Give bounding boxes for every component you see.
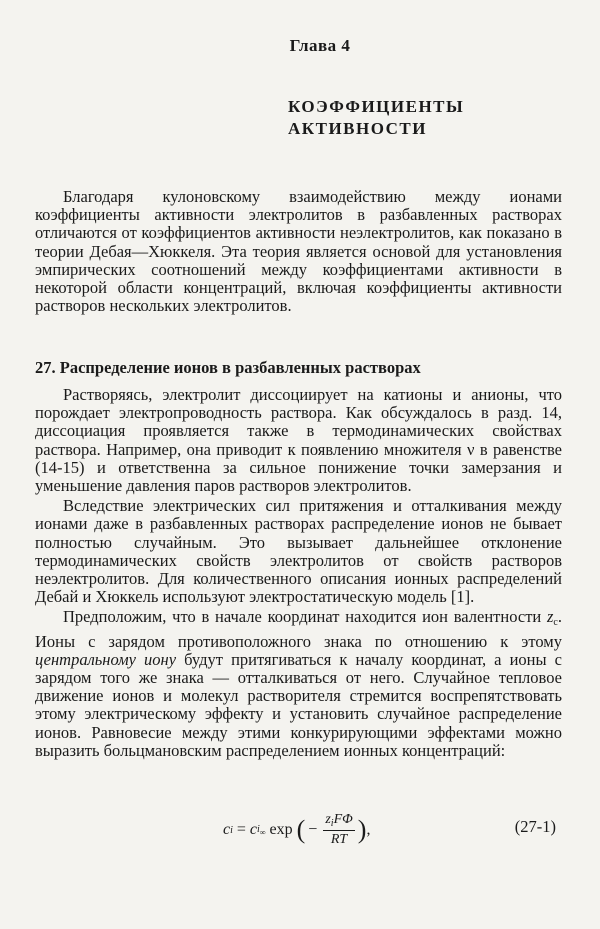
- section-body: [35, 386, 562, 760]
- paragraph-3-text-a: Предположим, что в начале координат находится ион валентности: [63, 607, 547, 627]
- valence-variable: z: [547, 607, 554, 627]
- eq-rhs-sub-i: i: [257, 823, 260, 835]
- paragraph-2: Вследствие электрических сил притяжения и отталкивания между ионами даже в разбавленных растворах распределение ионов не бывает полностью случайным. Это вызывает дальнейшее отклонение термодинамических свойств электролитов от свойств растворов неэлектролитов. Для количественного описания ионных распределений Дебай и Хюккель используют электростатическую модель [1].: [35, 496, 562, 607]
- chapter-title: [288, 96, 464, 140]
- paragraph-3: [35, 608, 562, 760]
- equation-27-1: [35, 808, 562, 852]
- equation-body: [223, 808, 370, 852]
- eq-equals: =: [236, 821, 246, 838]
- paragraph-3-text-c: будут притягиваться к началу координат, а ионы с зарядом того же знака — отталкиваться от него. Случайное тепловое движение ионов и молекул растворителя стремится воспрепятствовать этому электрическому эффекту и установить случайное распределение ионов. Равновесие между этими конкурирующими эффектами можно выразить больцмановским распределением ионных концентраций:: [35, 649, 563, 760]
- eq-numerator: [323, 812, 354, 831]
- eq-lhs-sub: i: [230, 824, 233, 836]
- paragraph-1: Растворяясь, электролит диссоциирует на катионы и анионы, что порождает электропроводность раствора. Как обсуждалось в разд. 14, диссоциация проявляется также в термодинамических свойствах раствора. Например, она приводит к появлению множителя ν в равенстве (14-15) и ответственна за сильное понижение точки замерзания и уменьшение давления паров растворов электролитов.: [35, 385, 562, 496]
- chapter-title-line-2: АКТИВНОСТИ: [288, 119, 427, 138]
- valence-subscript: c: [553, 617, 558, 629]
- eq-rhs-subsub: ∞: [259, 827, 266, 837]
- intro-paragraph: Благодаря кулоновскому взаимодействию между ионами коэффициенты активности электролитов в разбавленных растворах отличаются от коэффициентов активности неэлектролитов, как показано в теории Дебая—Хюккеля. Эта теория является основой для установления эмпирических соотношений между коэффициентами активности в некоторой области концентраций, включая коэффициенты активности растворов нескольких электролитов.: [35, 187, 562, 316]
- section-heading: 27. Распределение ионов в разбавленных растворах: [35, 358, 421, 377]
- eq-denominator: RT: [330, 832, 348, 847]
- eq-rhs-sub: [257, 824, 265, 837]
- equation-number: (27-1): [514, 817, 556, 836]
- eq-close-paren: ): [357, 815, 367, 844]
- eq-func: exp: [269, 821, 293, 838]
- eq-lhs-var: c: [223, 821, 231, 838]
- eq-fraction: [323, 812, 354, 848]
- chapter-title-line-1: КОЭФФИЦИЕНТЫ: [288, 97, 465, 116]
- eq-num-rest: FΦ: [333, 812, 353, 827]
- eq-minus: −: [308, 821, 318, 838]
- eq-num-z: z: [325, 812, 331, 827]
- intro-block: [35, 188, 562, 315]
- central-ion-emphasis: центральному иону: [35, 649, 177, 669]
- eq-trailing-comma: ,: [366, 821, 371, 838]
- paragraph-3-text-b: . Ионы с зарядом противоположного знака по отношению к этому: [35, 607, 562, 651]
- eq-rhs-var: c: [249, 821, 258, 838]
- chapter-label: Глава 4: [289, 36, 351, 55]
- eq-open-paren: (: [296, 815, 306, 844]
- eq-num-sub: i: [330, 818, 334, 829]
